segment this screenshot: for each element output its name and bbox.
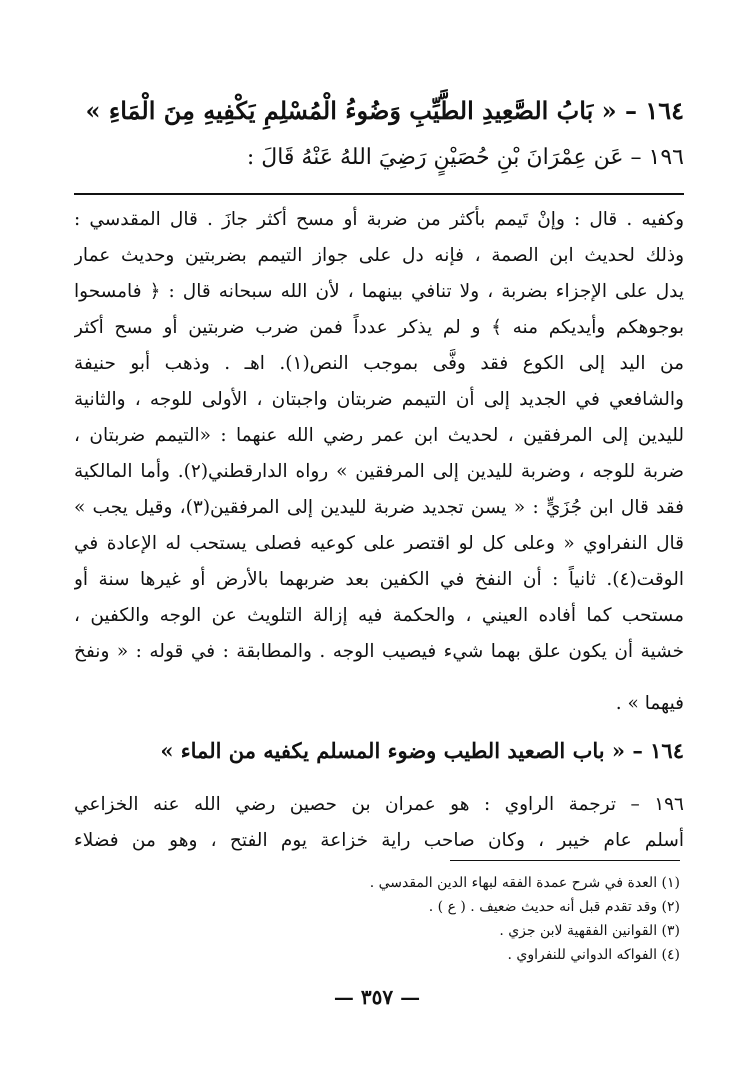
commentary-line: وذلك لحديث ابن الصمة ، فإنه دل على جواز التيمم بضربتين وحديث عمار bbox=[74, 245, 684, 266]
page-number: — ٣٥٧ — bbox=[333, 985, 421, 1009]
footnote-separator bbox=[450, 860, 680, 861]
commentary-line: بوجوهكم وأيديكم منه ﴾ و لم يذكر عدداً فمن ضرب ضربتين أو مسح أكثر bbox=[74, 317, 684, 338]
chapter-heading: ١٦٤ – « بَابُ الصَّعِيدِ الطَّيِّبِ وَضُوءُ الْمُسْلِمِ يَكْفِيهِ مِنَ الْمَاءِ » bbox=[85, 96, 684, 125]
footnote: (٢) وقد تقدم قبل أنه حديث ضعيف . ( ع ) . bbox=[428, 899, 680, 915]
commentary-line: يدل على الإجزاء بضربة ، ولا تنافي بينهما ، لأن الله سبحانه قال : ﴿ فامسحوا bbox=[74, 281, 684, 302]
commentary-line: خشية أن يكون علق بهما شيء فيصيب الوجه . والمطابقة : في قوله : « ونفخ bbox=[74, 641, 684, 662]
footnote: (٣) القوانين الفقهية لابن جزي . bbox=[499, 923, 680, 939]
hadith-opening: ١٩٦ – عَن عِمْرَانَ بْنِ حُصَيْنٍ رَضِيَ اللهُ عَنْهُ قَالَ : bbox=[246, 145, 684, 170]
footnote: (٤) الفواكه الدواني للنفراوي . bbox=[507, 947, 680, 963]
narrator-line: أسلم عام خيبر ، وكان صاحب راية خزاعة يوم الفتح ، وهو من فضلاء bbox=[74, 830, 684, 851]
narrator-line: ١٩٦ – ترجمة الراوي : هو عمران بن حصين رضي الله عنه الخزاعي bbox=[74, 794, 684, 815]
commentary-line-last: فيهما » . bbox=[615, 693, 684, 714]
commentary-line: وكفيه . قال : وإنْ تَيمم بأكثر من ضربة أو مسح أكثر جازَ . قال المقدسي : bbox=[74, 209, 684, 230]
commentary-line: فقد قال ابن جُزَيٍّ : « يسن تجديد ضربة لليدين إلى المرفقين(٣)، وقيل يجب » bbox=[74, 497, 684, 518]
commentary-line: مستحب كما أفاده العيني ، والحكمة فيه إزالة التلويث عن الوجه والكفين ، bbox=[74, 605, 684, 626]
footnote: (١) العدة في شرح عمدة الفقه لبهاء الدين المقدسي . bbox=[369, 875, 680, 891]
separator-line bbox=[74, 193, 684, 195]
section-heading: ١٦٤ – « باب الصعيد الطيب وضوء المسلم يكفيه من الماء » bbox=[160, 738, 684, 763]
commentary-line: قال النفراوي « وعلى كل لو اقتصر على كوعيه فصلى يستحب له الإعادة في bbox=[74, 533, 684, 554]
commentary-line: ضربة للوجه ، وضربة لليدين إلى المرفقين » رواه الدارقطني(٢). وأما المالكية bbox=[74, 461, 684, 482]
commentary-line: والشافعي في الجديد إلى أن التيمم ضربتان واجبتان ، الأولى للوجه ، والثانية bbox=[74, 389, 684, 410]
commentary-line: لليدين إلى المرفقين ، لحديث ابن عمر رضي الله عنهما : «التيمم ضربتان ، bbox=[74, 425, 684, 446]
commentary-line: من اليد إلى الكوع فقد وفَّى بموجب النص(١). اهـ . وذهب أبو حنيفة bbox=[74, 353, 684, 374]
commentary-line: الوقت(٤). ثانياً : أن النفخ في الكفين بعد ضربهما بالأرض أو غيرها سنة أو bbox=[74, 569, 684, 590]
